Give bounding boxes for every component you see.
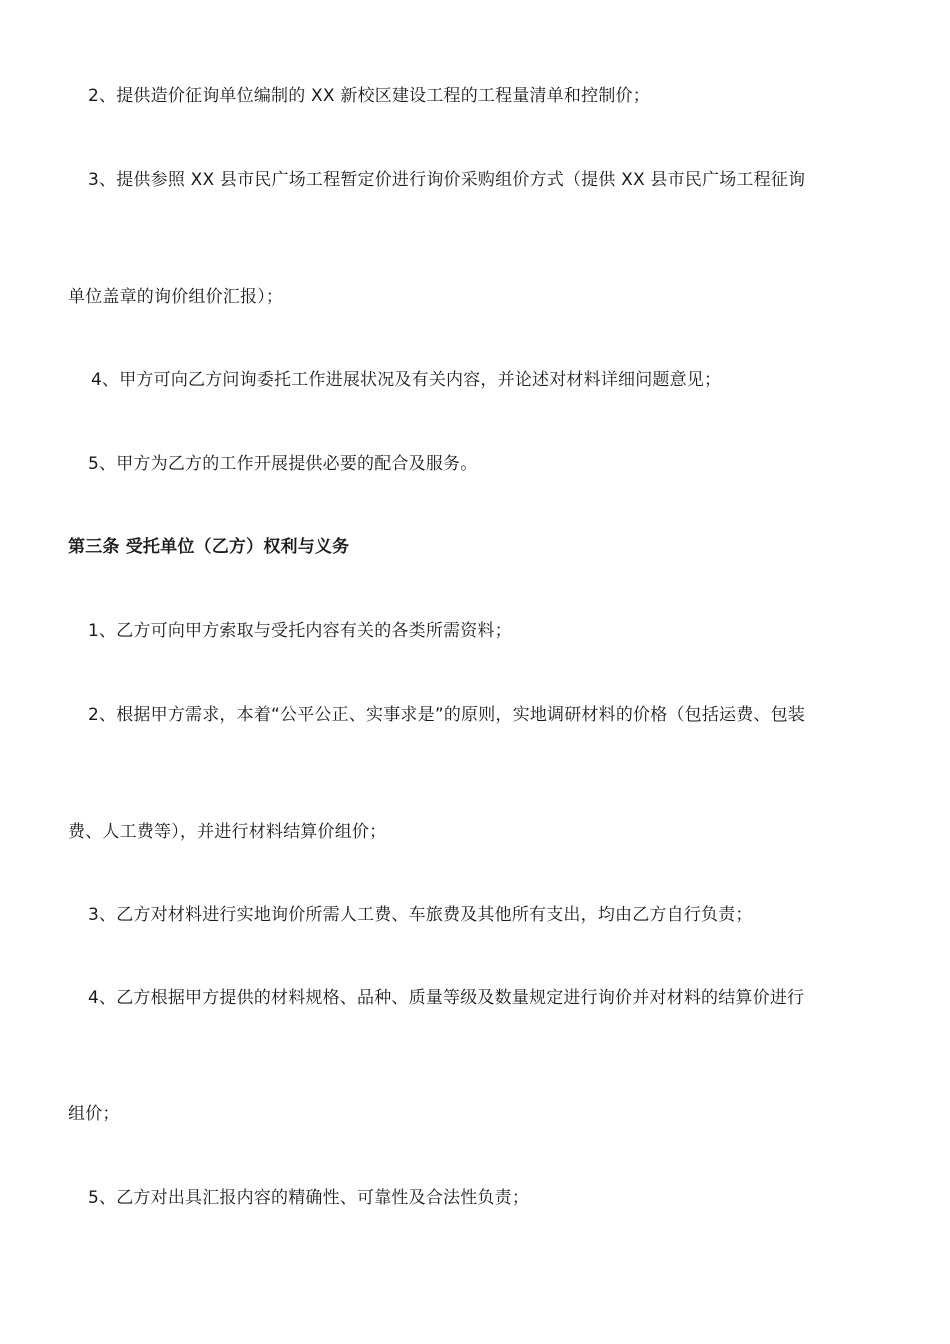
clause-2-3-text: 3、提供参照 XX 县市民广场工程暂定价进行询价采购组价方式（提供 XX 县市民广场工程征询 <box>88 170 806 190</box>
clause-2-3-text-continued: 单位盖章的询价组价汇报）； <box>68 287 284 307</box>
clause-2-5-text: 5、甲方为乙方的工作开展提供必要的配合及服务。 <box>88 454 478 474</box>
clause-3-4-text-continued: 组价； <box>68 1104 120 1124</box>
clause-2-2-text: 2、提供造价征询单位编制的 XX 新校区建设工程的工程量清单和控制价； <box>88 86 650 106</box>
clause-2-4-text: 4、甲方可向乙方问询委托工作进展状况及有关内容，并论述对材料详细问题意见； <box>91 370 722 390</box>
clause-3-1-text: 1、乙方可向甲方索取与受托内容有关的各类所需资料； <box>88 621 512 641</box>
clause-3-5-text: 5、乙方对出具汇报内容的精确性、可靠性及合法性负责； <box>88 1188 530 1208</box>
clause-3-4-text: 4、乙方根据甲方提供的材料规格、品种、质量等级及数量规定进行询价并对材料的结算价进行 <box>88 988 805 1008</box>
clause-3-3-text: 3、乙方对材料进行实地询价所需人工费、车旅费及其他所有支出，均由乙方自行负责； <box>88 905 753 925</box>
article-3-heading: 第三条 受托单位（乙方）权利与义务 <box>68 537 350 557</box>
clause-3-2-text-continued: 费、人工费等），并进行材料结算价组价； <box>68 822 387 842</box>
clause-3-2-text: 2、根据甲方需求，本着“公平公正、实事求是”的原则，实地调研材料的价格（包括运费、包装 <box>88 705 806 725</box>
